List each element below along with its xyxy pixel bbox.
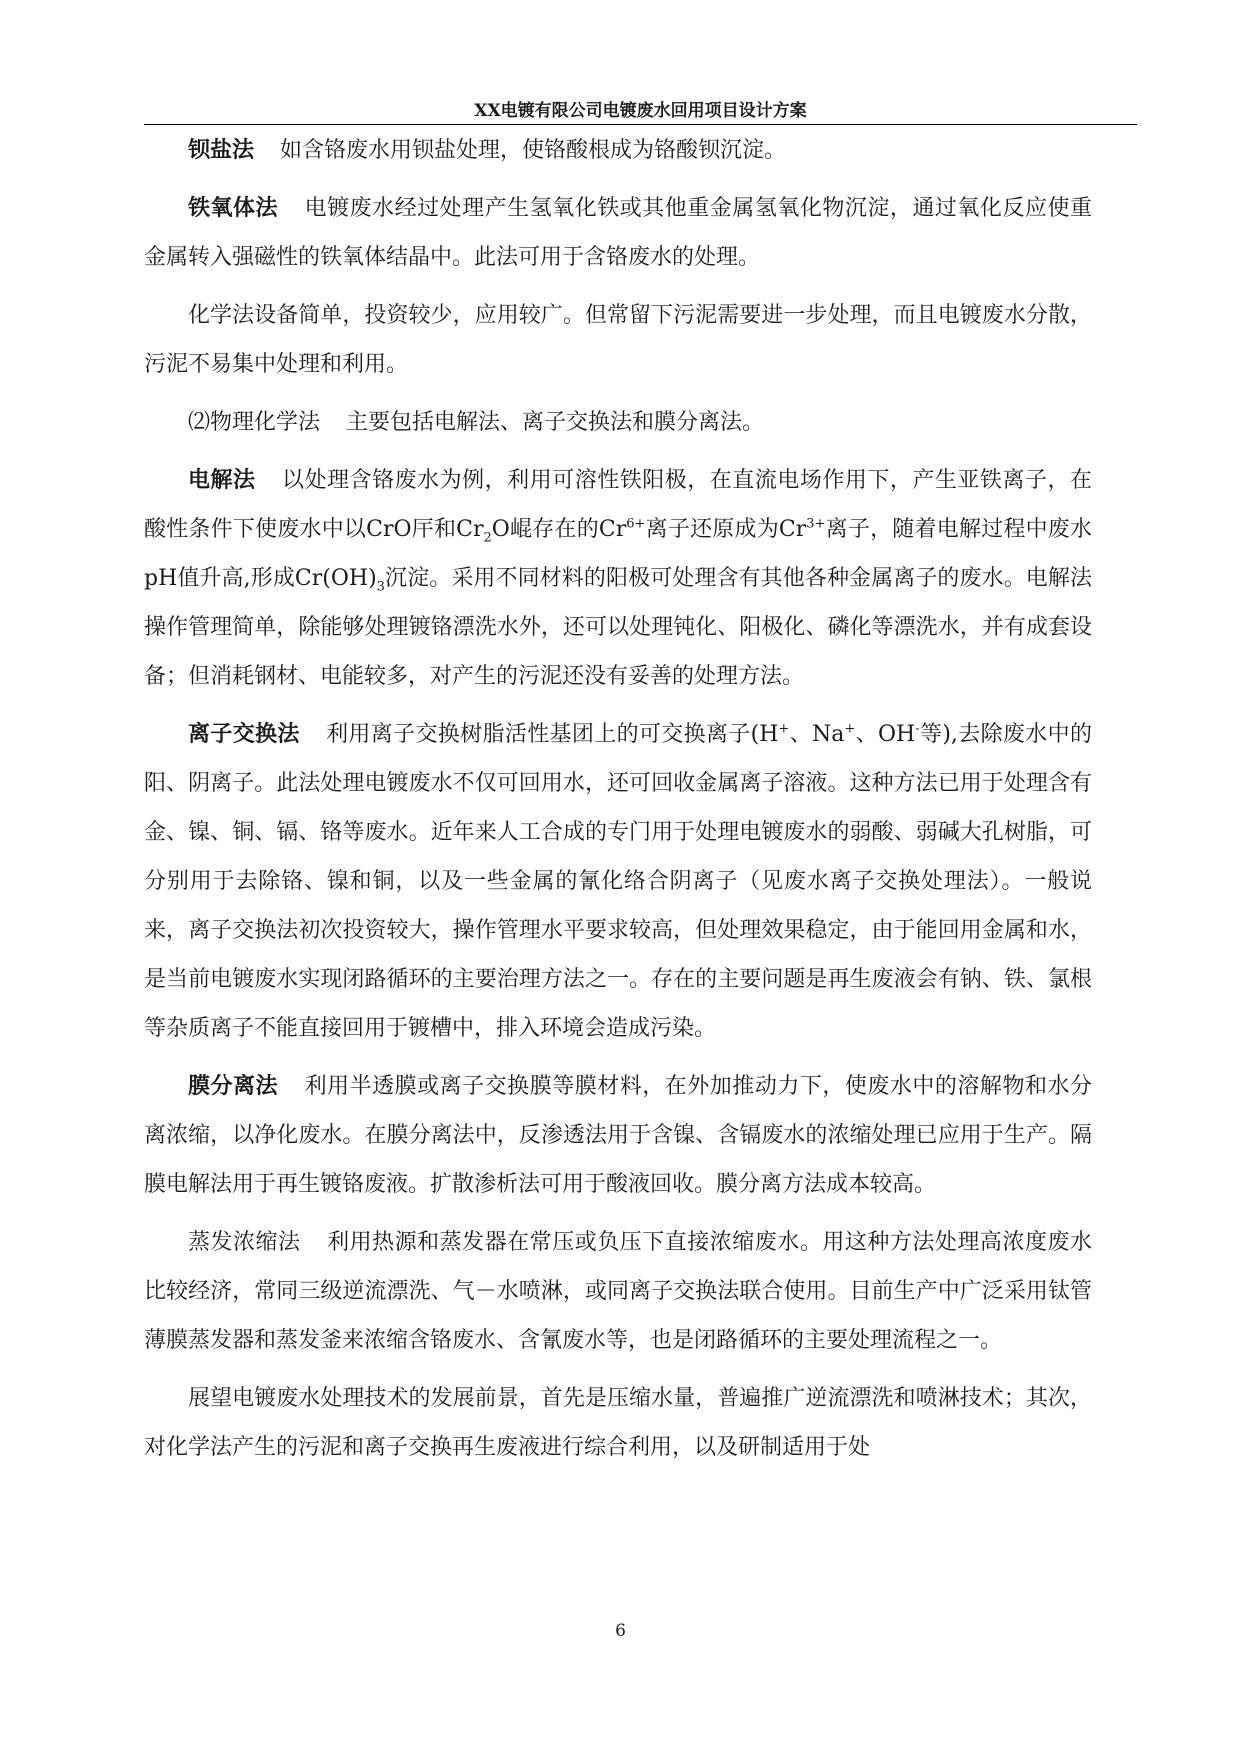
term-ion-exchange-method: 离子交换法	[188, 722, 300, 747]
term-evaporation-method: 蒸发浓缩法	[188, 1230, 301, 1255]
text-run: 厈和Cr	[411, 517, 484, 542]
text-run: 等),去除废水中的阳、阴离子。此法处理电镀废水不仅可回用水，还可回收金属离子溶液。这种方法已用于处理含有金、镍、铜、镉、铬等废水。近年来人工合成的专门用于处理电镀废水的弱酸、弱碱大孔树脂，可分别用于去除铬、镍和铜，以及一些金属的氰化络合阴离子（见废水离子交换处理法）。一般说来，离子交换法初次投资较大，操作管理水平要求较高，但处理效果稳定，由于能回用金属和水，是当前电镀废水实现闭路循环的主要治理方法之一。存在的主要问题是再生废液会有钠、铁、氯根等杂质离子不能直接回用于镀槽中，排入环境会造成污染。	[144, 722, 1092, 1041]
paragraph-electrolysis-method	[144, 456, 1092, 701]
paragraph-physical-chemical-method	[144, 398, 1092, 447]
text-run: 离子还原成为Cr	[645, 517, 807, 542]
term-barium-method: 钡盐法	[188, 138, 255, 163]
text-run: 利用离子交换树脂活性基团上的可交换离子(H	[325, 722, 779, 747]
superscript: -	[915, 721, 920, 737]
text-run: 、OH	[855, 722, 916, 747]
text-run: O	[491, 517, 510, 542]
superscript: 6+	[626, 516, 646, 532]
paragraph-text: 化学法设备简单，投资较少，应用较广。但常留下污泥需要进一步处理，而且电镀废水分散，污泥不易集中处理和利用。	[144, 303, 1092, 377]
page-header: XX电镀有限公司电镀废水回用项目设计方案	[144, 100, 1137, 125]
paragraph-membrane-method	[144, 1062, 1092, 1209]
superscript: +	[844, 721, 856, 737]
subscript: 3	[376, 579, 385, 595]
page-number: 6	[615, 1621, 626, 1641]
paragraph-outlook	[144, 1374, 1092, 1472]
paragraph-evaporation-method	[144, 1218, 1092, 1365]
paragraph-text: 利用热源和蒸发器在常压或负压下直接浓缩废水。用这种方法处理高浓度废水比较经济，常同三级逆流漂洗、气－水喷淋，或同离子交换法联合使用。目前生产中广泛采用钛管薄膜蒸发器和蒸发釜来浓缩含铬废水、含氰废水等，也是闭路循环的主要处理流程之一。	[144, 1230, 1092, 1353]
text-run: 以处理含铬废水为例，利用可溶性铁阳极，在直流电场作用下，产生亚铁离子，在酸性条件下使废水中以CrO	[144, 468, 1092, 542]
term-ferrite-method: 铁氧体法	[188, 196, 279, 221]
term-membrane-method: 膜分离法	[188, 1074, 279, 1099]
paragraph-text: 利用半透膜或离子交换膜等膜材料，在外加推动力下，使废水中的溶解物和水分离浓缩，以净化废水。在膜分离法中，反渗透法用于含镍、含镉废水的浓缩处理已应用于生产。隔膜电解法用于再生镀铬废液。扩散渗析法可用于酸液回收。膜分离方法成本较高。	[144, 1074, 1092, 1197]
paragraph-text: 主要包括电解法、离子交换法和膜分离法。	[346, 410, 765, 435]
paragraph-ion-exchange-method	[144, 710, 1092, 1053]
paragraph-ferrite-method	[144, 184, 1092, 282]
text-run: 、Na	[789, 722, 845, 747]
page-body	[144, 126, 1092, 1472]
text-run: 崐存在的Cr	[509, 517, 627, 542]
paragraph-text: 如含铬废水用钡盐处理，使铬酸根成为铬酸钡沉淀。	[280, 138, 787, 163]
subscript: 2	[483, 530, 492, 546]
superscript: +	[778, 721, 790, 737]
paragraph-chemical-summary	[144, 291, 1092, 389]
text-run: 离子，随着电解过程中废水pH值升高,形成Cr(OH)	[144, 517, 1092, 591]
term-electrolysis-method: 电解法	[188, 468, 256, 493]
paragraph-text: 展望电镀废水处理技术的发展前景，首先是压缩水量，普遍推广逆流漂洗和喷淋技术；其次，对化学法产生的污泥和离子交换再生废液进行综合利用，以及研制适用于处	[144, 1386, 1092, 1460]
term-physical-chemical-method: ⑵物理化学法	[188, 410, 321, 435]
paragraph-text: 电镀废水经过处理产生氢氧化铁或其他重金属氢氧化物沉淀，通过氧化反应使重金属转入强磁性的铁氧体结晶中。此法可用于含铬废水的处理。	[144, 196, 1092, 270]
paragraph-barium-method	[144, 126, 1092, 175]
text-run: 沉淀。采用不同材料的阳极可处理含有其他各种金属离子的废水。电解法操作管理简单，除能够处理镀铬漂洗水外，还可以处理钝化、阳极化、磷化等漂洗水，并有成套设备；但消耗钢材、电能较多，对产生的污泥还没有妥善的处理方法。	[144, 566, 1092, 689]
superscript: 3+	[806, 516, 826, 532]
